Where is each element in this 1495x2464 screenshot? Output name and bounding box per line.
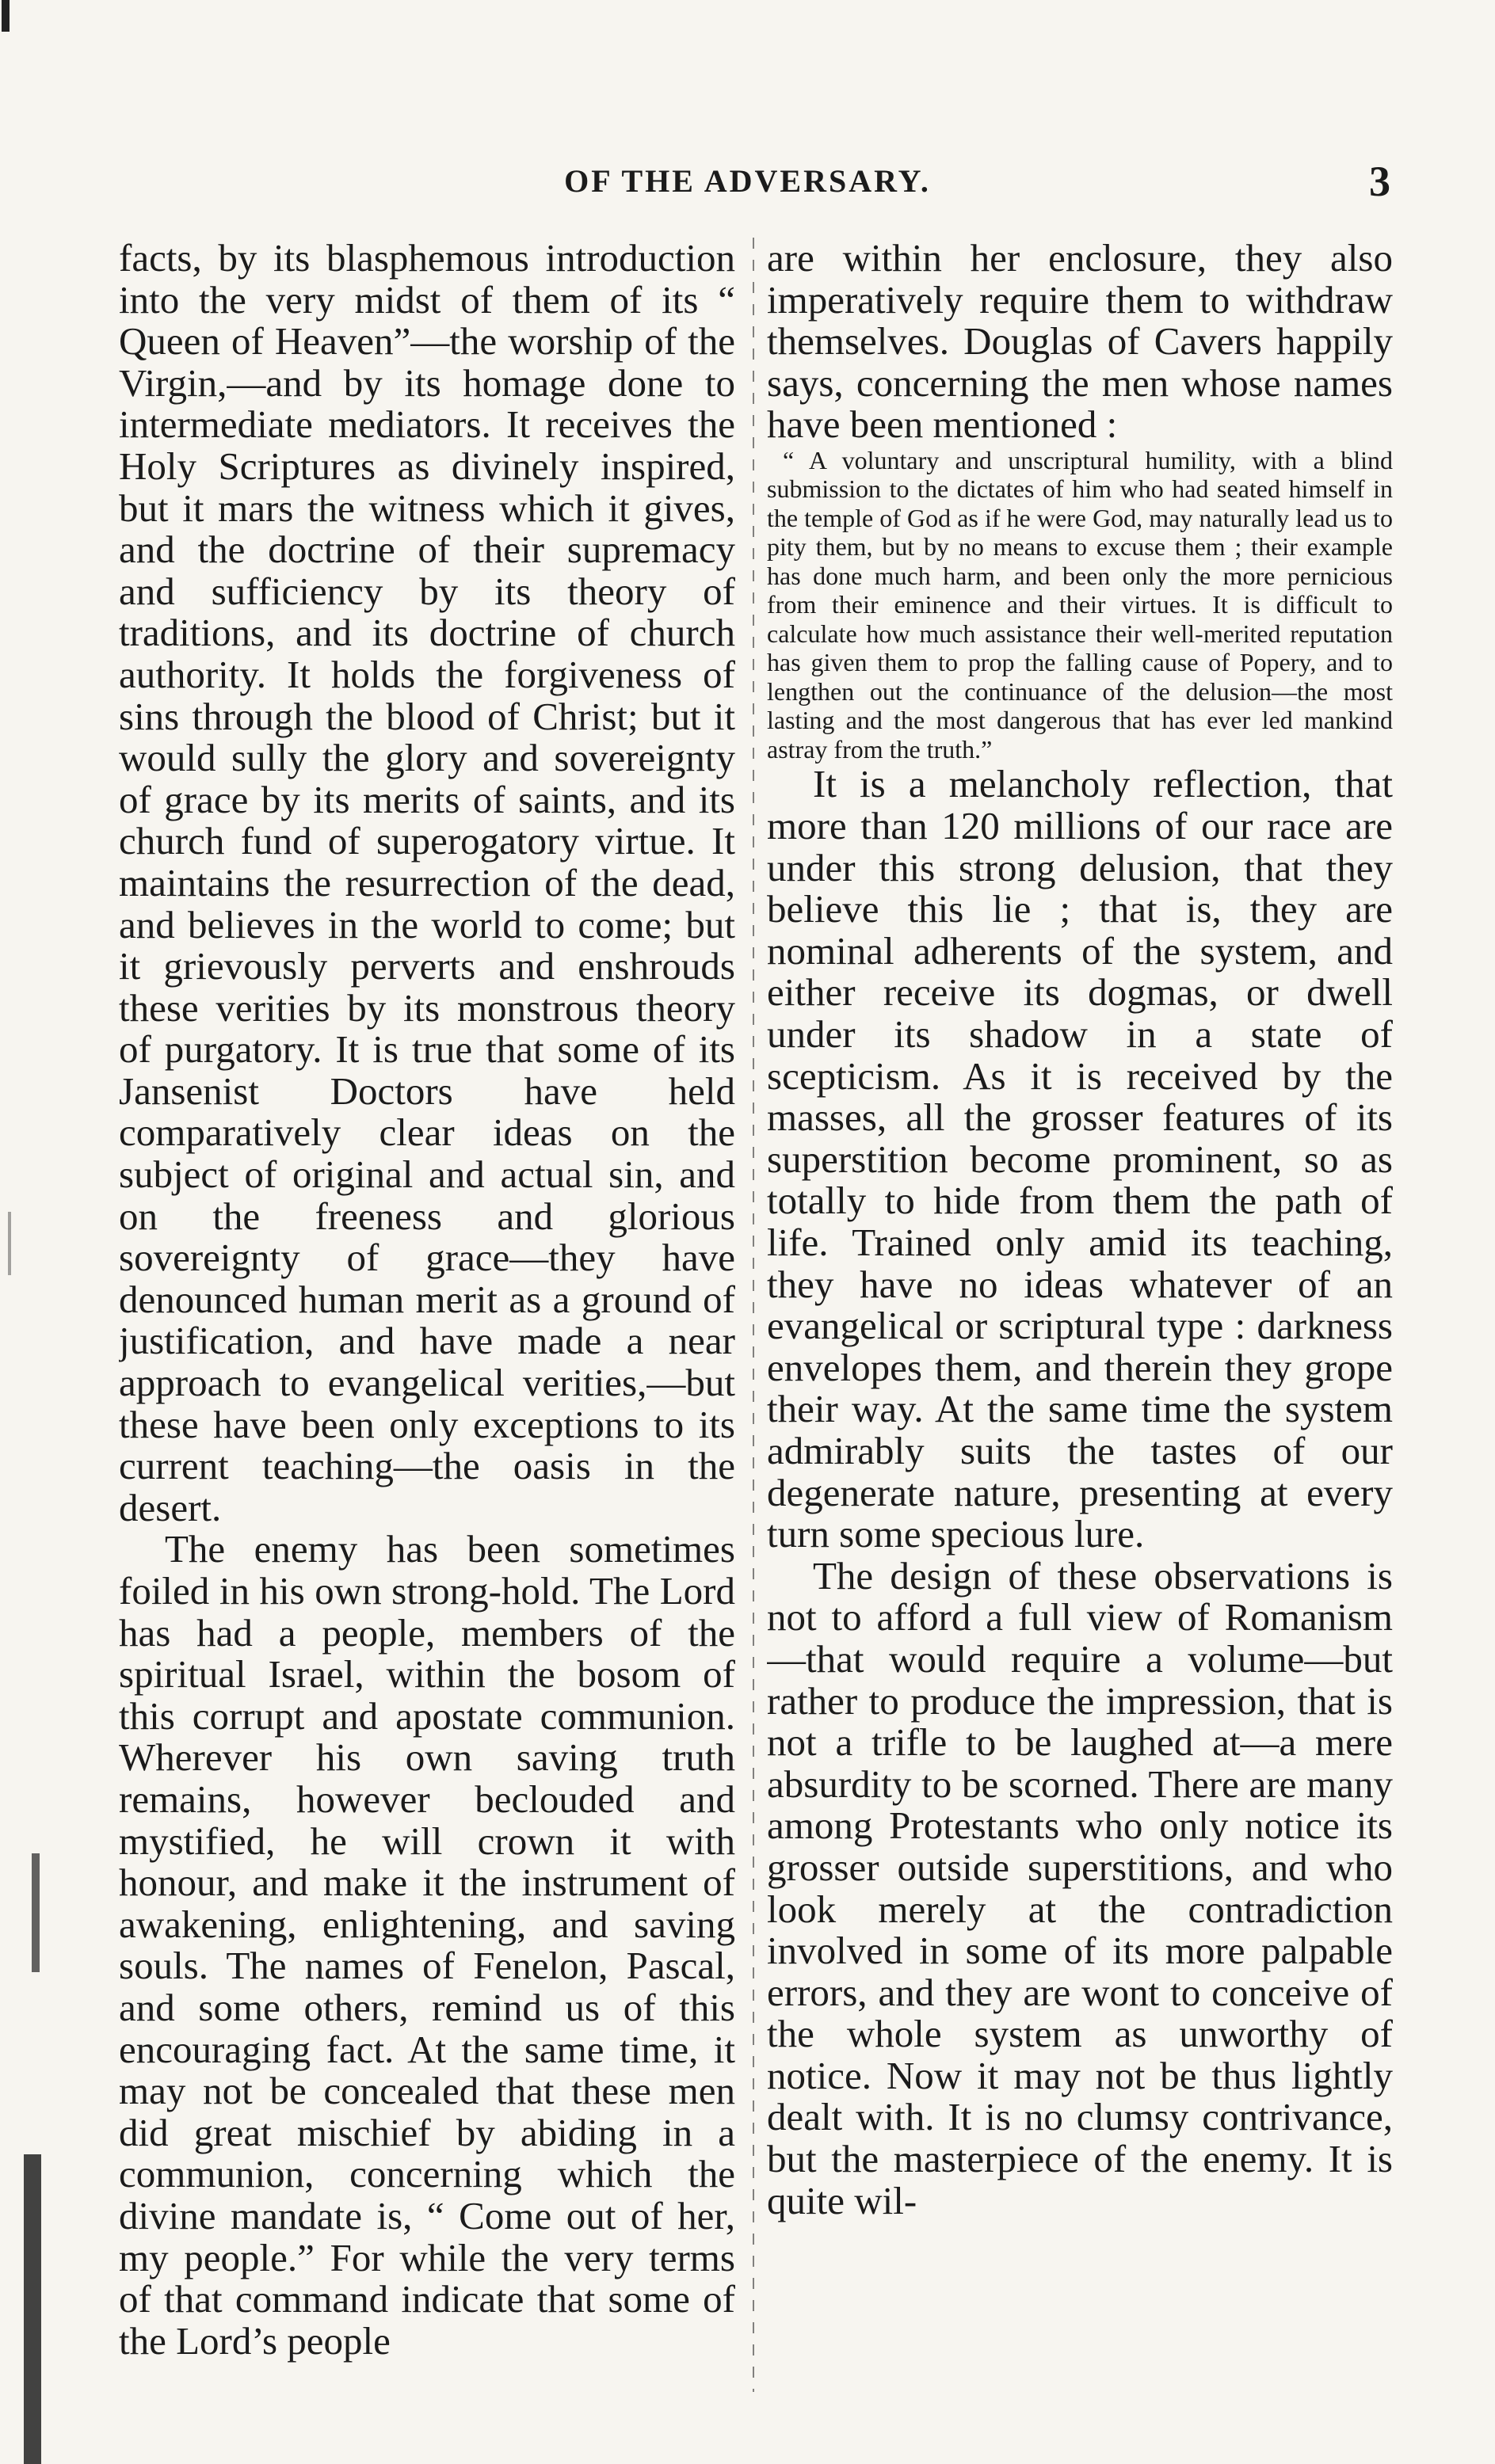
column-divider: [753, 238, 754, 2392]
right-paragraph-2: It is a melancholy reflection, that more than 120 millions of our race are under this strong delusion, that they believe this lie ; that is, they are nominal adherents of the system, and either receive its dogmas, or dwell under its shadow in a state of scepticism. As it is received by the masses, all the grosser features of its superstition become prominent, so as totally to hide from them the path of life. Trained only amid its teaching, they have no ideas whatever of an evangelical or scriptural type : darkness envelopes them, and therein they grope their way. At the same time the system admirably suits the tastes of our degenerate nature, presenting at every turn some specious lure.: [767, 762, 1393, 1556]
right-column: [767, 238, 1393, 2392]
right-paragraph-1: are within her enclosure, they also imperatively require them to withdraw themselves. Douglas of Cavers happily says, concerning the men whose names have been mentioned :: [767, 238, 1393, 447]
left-paragraph-2: The enemy has been sometimes foiled in his own strong-hold. The Lord has had a people, members of the spiritual Israel, within the bosom of this corrupt and apostate communion. Wherever his own saving truth remains, however beclouded and mystified, he will crown it with honour, and make it the instrument of awakening, enlightening, and saving souls. The names of Fenelon, Pascal, and some others, remind us of this encouraging fact. At the same time, it may not be concealed that these men did great mischief by abiding in a communion, concerning which the divine mandate is, “ Come out of her, my people.” For while the very terms of that command indicate that some of the Lord’s people: [119, 1527, 735, 2363]
binding-edge-marks: [0, 0, 48, 2464]
block-quote: “ A voluntary and unscriptural humility, with a blind submission to the dictates of him who had seated himself in the temple of God as if he were God, may naturally lead us to pity them, but by no means to excuse them ; their example has done much harm, and been only the more pernicious from their eminence and their virtues. It is difficult to calculate how much assistance their well-merited reputation has given them to prop the falling cause of Popery, and to lengthen out the continuance of the delusion—the most lasting and the most dangerous that has ever led mankind astray from the truth.”: [767, 445, 1393, 764]
page-number: 3: [1369, 158, 1390, 205]
running-head: OF THE ADVERSARY.: [564, 163, 931, 199]
right-paragraph-3: The design of these observations is not to afford a full view of Romanism—that would require a volume—but rather to produce the impression, that is not a trifle to be laughed at—a mere absurdity to be scorned. There are many among Protestants who only notice its grosser outside superstitions, and who look merely at the contradiction involved in some of its more palpable errors, and they are wont to conceive of the whole system as unworthy of notice. Now it may not be thus lightly dealt with. It is no clumsy contrivance, but the masterpiece of the enemy. It is quite wil-: [767, 1553, 1393, 2222]
left-column: [119, 238, 735, 2392]
left-paragraph-1: facts, by its blasphemous introduction into the very midst of them of its “ Queen of Heaven”—the worship of the Virgin,—and by its homage done to intermediate mediators. It receives the Holy Scriptures as divinely inspired, but it mars the witness which it gives, and the doctrine of their supremacy and sufficiency by its theory of traditions, and its doctrine of church authority. It holds the forgiveness of sins through the blood of Christ; but it would sully the glory and sovereignty of grace by its merits of saints, and its church fund of superogatory virtue. It maintains the resurrection of the dead, and believes in the world to come; but it grievously perverts and enshrouds these verities by its monstrous theory of purgatory. It is true that some of its Jansenist Doctors have held comparatively clear ideas on the subject of original and actual sin, and on the freeness and glorious sovereignty of grace—they have denounced human merit as a ground of justification, and have made a near approach to evangelical verities,—but these have been only exceptions to its current teaching—the oasis in the desert.: [119, 238, 735, 1529]
